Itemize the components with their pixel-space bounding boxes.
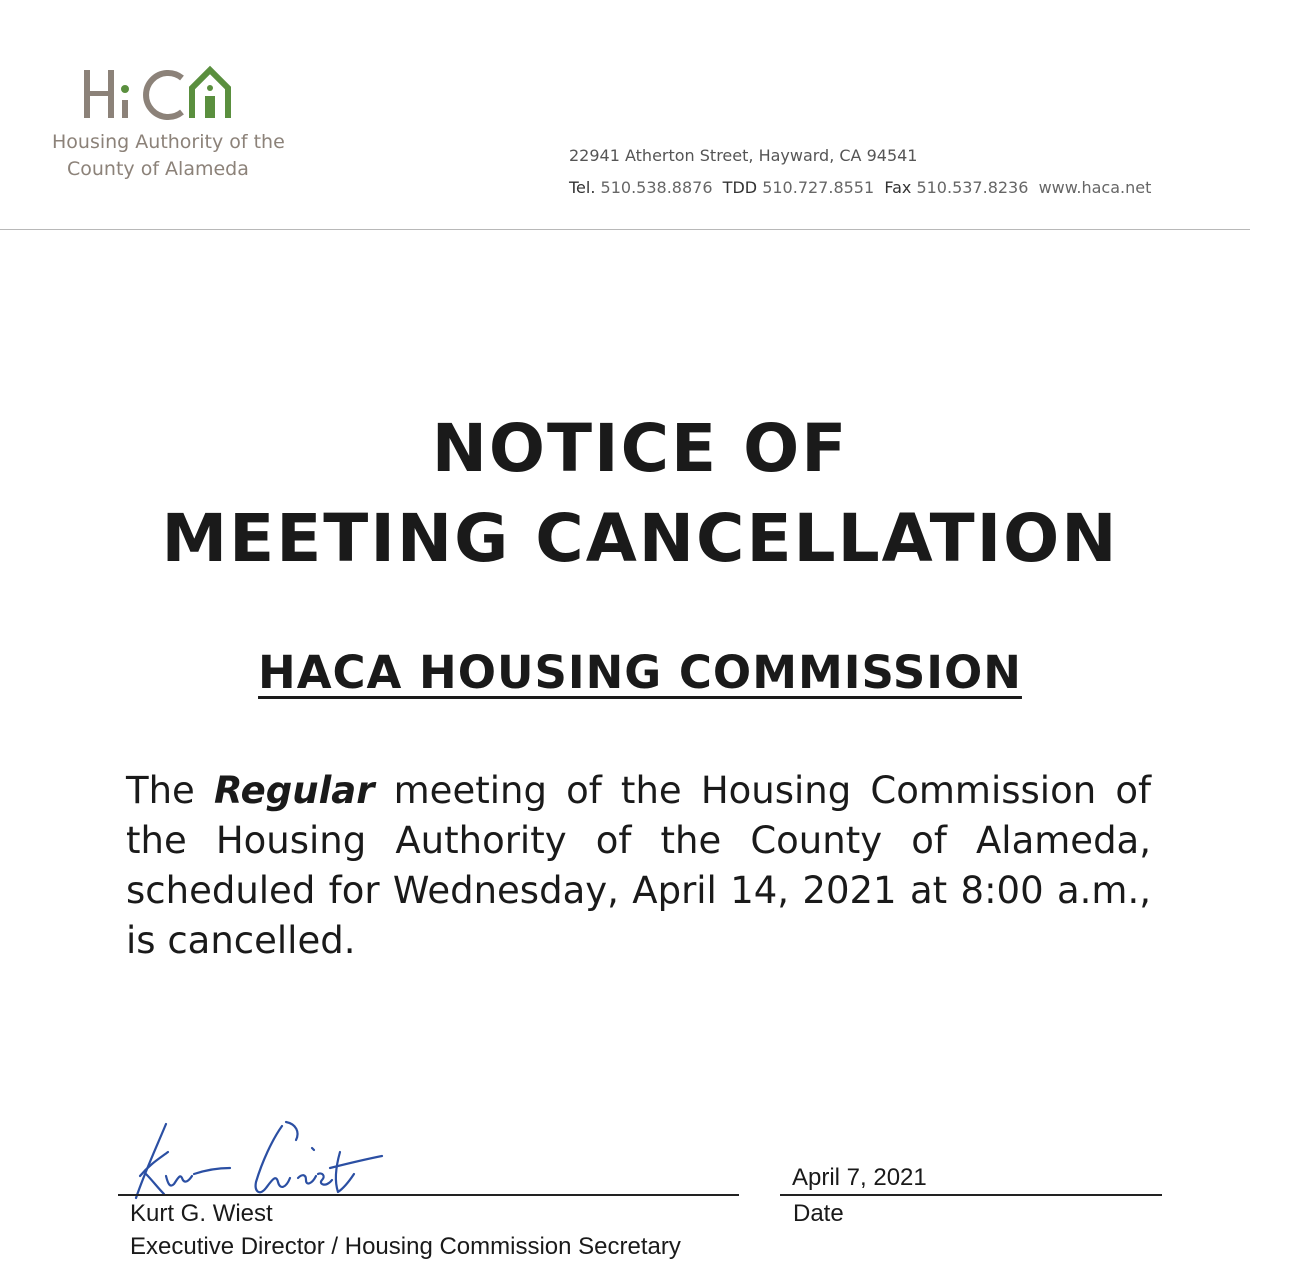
handwritten-signature — [126, 1118, 391, 1202]
tdd-number: 510.727.8551 — [762, 178, 875, 197]
contact-numbers — [569, 178, 1151, 197]
notice-title-line2: MEETING CANCELLATION — [161, 500, 1119, 577]
fax-number: 510.537.8236 — [916, 178, 1029, 197]
signed-date: April 7, 2021 — [792, 1164, 927, 1191]
tdd-label: TDD — [722, 178, 758, 197]
body-emphasis: Regular — [214, 769, 375, 812]
date-line — [780, 1194, 1162, 1196]
logo-org-line2: County of Alameda — [67, 158, 249, 180]
subtitle-text: HACA HOUSING COMMISSION — [258, 646, 1022, 699]
fax-label: Fax — [884, 178, 912, 197]
tel-number: 510.538.8876 — [600, 178, 713, 197]
street-address: 22941 Atherton Street, Hayward, CA 94541 — [569, 146, 918, 165]
notice-title-line1: NOTICE OF — [431, 410, 849, 487]
signature-line — [118, 1194, 739, 1196]
body-lead: The — [126, 769, 195, 812]
logo-org-line1: Housing Authority of the — [52, 131, 285, 153]
notice-subtitle — [0, 646, 1280, 699]
haca-logo-mark — [82, 64, 242, 124]
tel-label: Tel. — [569, 178, 596, 197]
letterhead-contact — [569, 146, 1151, 197]
website-link[interactable]: www.haca.net — [1038, 178, 1152, 197]
date-label: Date — [793, 1200, 844, 1227]
haca-logo — [52, 64, 285, 194]
signer-title: Executive Director / Housing Commission Secretary — [130, 1233, 681, 1260]
body-rest: meeting of the Housing Commission of the Housing Authority of the County of Alameda, scheduled for Wednesday, April 14, 2021 at 8:00 a.m., is cancelled. — [126, 769, 1151, 962]
header-divider — [0, 229, 1250, 230]
signer-name: Kurt G. Wiest — [130, 1200, 273, 1227]
notice-body — [126, 766, 1151, 966]
